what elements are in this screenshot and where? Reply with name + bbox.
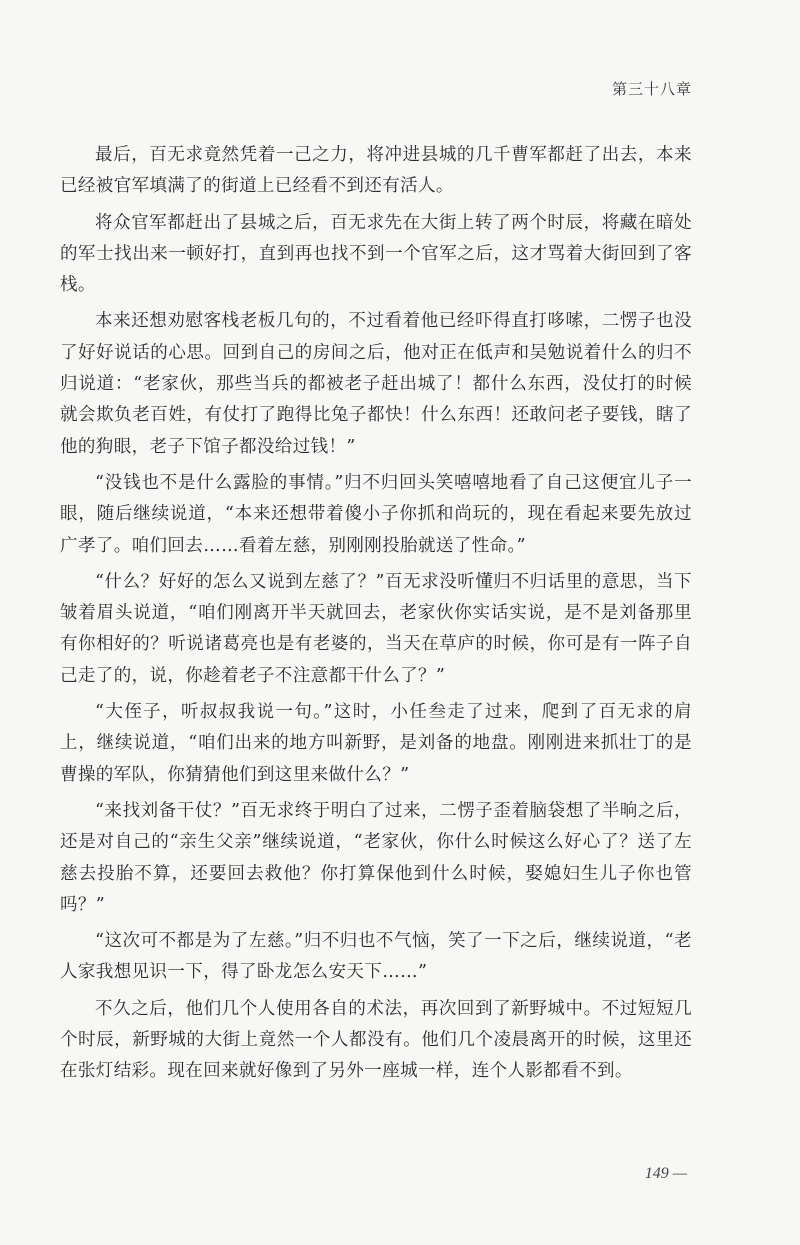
paragraph: 不久之后，他们几个人使用各自的术法，再次回到了新野城中。不过短短几个时辰，新野城的大街上竟然一个人都没有。他们几个凌晨离开的时候，这里还在张灯结彩。现在回来就好像到了另外一座城一样，连个人影都看不到。	[60, 998, 692, 1082]
paragraph: “来找刘备干仗？”百无求终于明白了过来，二愣子歪着脑袋想了半晌之后，还是对自己的“亲生父亲”继续说道，“老家伙，你什么时候这么好心了？送了左慈去投胎不算，还要回去救他？你打算保他到什么时候，娶媳妇生儿子你也管吗？”	[60, 800, 692, 915]
chapter-title: 第三十八章	[611, 80, 692, 98]
body-text	[60, 140, 692, 1093]
paragraph: “什么？好好的怎么又说到左慈了？”百无求没听懂归不归话里的意思，当下皱着眉头说道，“咱们刚离开半天就回去，老家伙你实话实说，是不是刘备那里有你相好的？听说诸葛亮也是有老婆的，当天在草庐的时候，你可是有一阵子自己走了的，说，你趁着老子不注意都干什么了？”	[60, 571, 692, 686]
paragraph: “大侄子，听叔叔我说一句。”这时，小任叁走了过来，爬到了百无求的肩上，继续说道，“咱们出来的地方叫新野，是刘备的地盘。刚刚进来抓壮丁的是曹操的军队，你猜猜他们到这里来做什么？”	[60, 702, 692, 785]
paragraph: “这次可不都是为了左慈。”归不归也不气恼，笑了一下之后，继续说道，“老人家我想见识一下，得了卧龙怎么安天下……”	[60, 931, 692, 983]
paragraph: 最后，百无求竟然凭着一己之力，将冲进县城的几千曹军都赶了出去，本来已经被官军填满了的街道上已经看不到还有活人。	[60, 145, 692, 197]
page-number: 149 —	[644, 1165, 687, 1182]
header-rule	[88, 108, 708, 109]
paragraph: 本来还想劝慰客栈老板几句的，不过看着他已经吓得直打哆嗦，二愣子也没了好好说话的心思。回到自己的房间之后，他对正在低声和吴勉说着什么的归不归说道：“老家伙，那些当兵的都被老子赶出城了！都什么东西，没仗打的时候就会欺负老百姓，有仗打了跑得比兔子都快！什么东西！还敢问老子要钱，瞎了他的狗眼，老子下馆子都没给过钱！”	[60, 311, 692, 457]
paragraph: “没钱也不是什么露脸的事情。”归不归回头笑嘻嘻地看了自己这便宜儿子一眼，随后继续说道，“本来还想带着傻小子你抓和尚玩的，现在看起来要先放过广孝了。咱们回去……看着左慈，别刚刚投胎就送了性命。”	[60, 472, 692, 556]
paragraph: 将众官军都赶出了县城之后，百无求先在大街上转了两个时辰，将藏在暗处的军士找出来一顿好打，直到再也找不到一个官军之后，这才骂着大街回到了客栈。	[60, 212, 692, 296]
